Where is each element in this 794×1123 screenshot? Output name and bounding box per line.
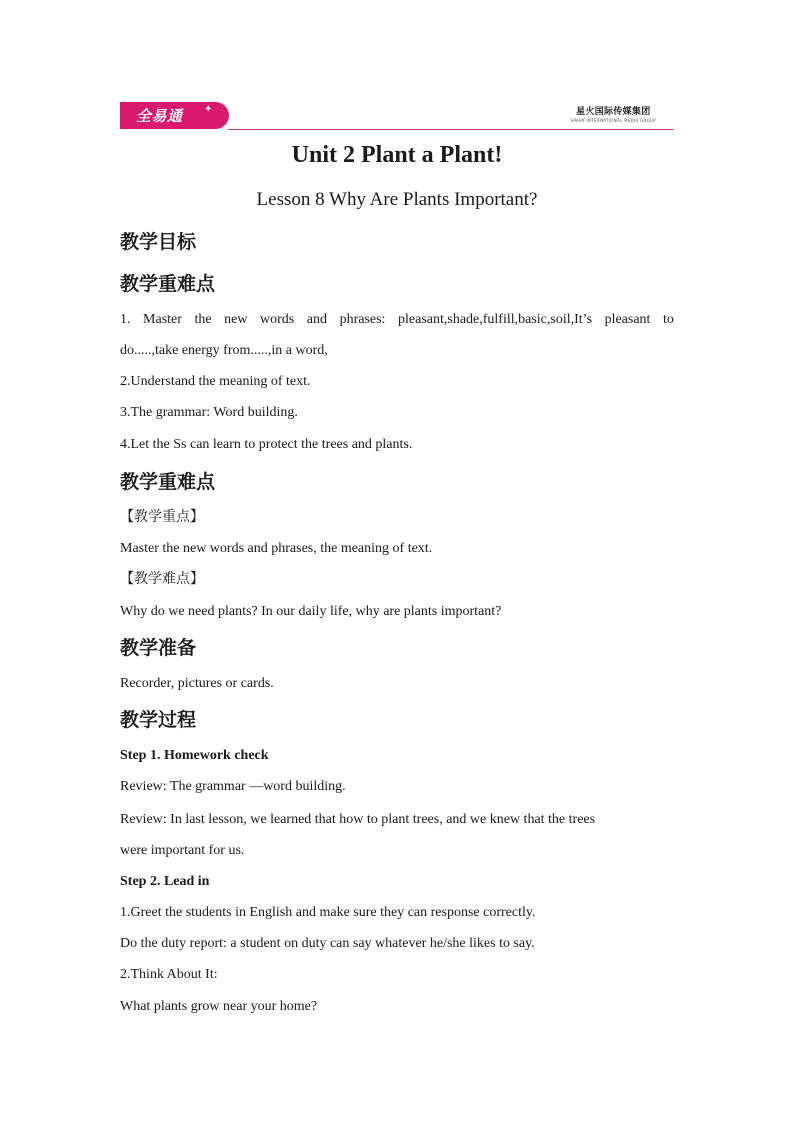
step-1-title: Step 1. Homework check	[120, 748, 269, 763]
lesson-subtitle: Lesson 8 Why Are Plants Important?	[256, 189, 538, 210]
objective-item-1-word: and	[306, 312, 328, 327]
brand-name: 全易通	[136, 107, 183, 125]
objective-item-1-word: new	[224, 312, 248, 327]
difficult-point-tag: 【教学难点】	[120, 571, 204, 587]
objective-item-1-word: 1.	[120, 312, 131, 327]
page-title: Unit 2 Plant a Plant!	[291, 142, 503, 168]
keypoints-heading-1: 教学重难点	[120, 273, 216, 295]
publisher-name-en: SPARK INTERNATIONAL MEDIA GROUP	[570, 118, 656, 123]
key-point-tag: 【教学重点】	[120, 509, 204, 525]
page-header	[120, 102, 674, 130]
step-2-question: What plants grow near your home?	[120, 999, 318, 1014]
objective-item-2: 2.Understand the meaning of text.	[120, 374, 311, 389]
key-point-text: Master the new words and phrases, the meaning of text.	[120, 541, 433, 556]
step-2-item-2: 2.Think About It:	[120, 967, 218, 982]
objective-item-1-line-2: do.....,take energy from.....,in a word,	[120, 343, 328, 358]
process-heading: 教学过程	[120, 709, 197, 731]
publisher-logo	[571, 107, 656, 123]
objectives-heading: 教学目标	[120, 231, 197, 253]
step-1-review-2-line-1: Review: In last lesson, we learned that how to plant trees, and we knew that the trees	[120, 812, 596, 827]
difficult-point-text: Why do we need plants? In our daily life, why are plants important?	[120, 604, 502, 619]
objective-item-1-word: to	[662, 312, 674, 327]
preparation-text: Recorder, pictures or cards.	[120, 676, 274, 691]
objective-item-1-word: the	[194, 312, 212, 327]
objective-item-1-word: words	[260, 312, 295, 327]
publisher-name: 星火国际传媒集团	[576, 107, 651, 117]
header-divider	[228, 129, 674, 130]
objective-item-1-word: pleasant,shade,fulfill,basic,soil,It’s	[398, 312, 593, 327]
step-1-review-2-line-2: were important for us.	[120, 843, 245, 858]
objective-item-1-line-1	[120, 311, 674, 329]
step-2-title: Step 2. Lead in	[120, 874, 210, 889]
brand-logo	[120, 102, 229, 129]
preparation-heading: 教学准备	[120, 637, 197, 659]
step-2-item-1: 1.Greet the students in English and make sure they can response correctly.	[120, 905, 536, 920]
step-2-duty-report: Do the duty report: a student on duty can say whatever he/she likes to say.	[120, 936, 535, 951]
keypoints-heading-2: 教学重难点	[120, 471, 216, 493]
objective-item-1-word: Master	[143, 312, 182, 327]
objective-item-1-word: phrases:	[339, 312, 386, 327]
step-1-review-1: Review: The grammar —word building.	[120, 779, 346, 794]
objective-item-1-word: pleasant	[604, 312, 651, 327]
objective-item-3: 3.The grammar: Word building.	[120, 405, 298, 420]
star-icon: ✦	[204, 104, 213, 115]
objective-item-4: 4.Let the Ss can learn to protect the trees and plants.	[120, 437, 413, 452]
